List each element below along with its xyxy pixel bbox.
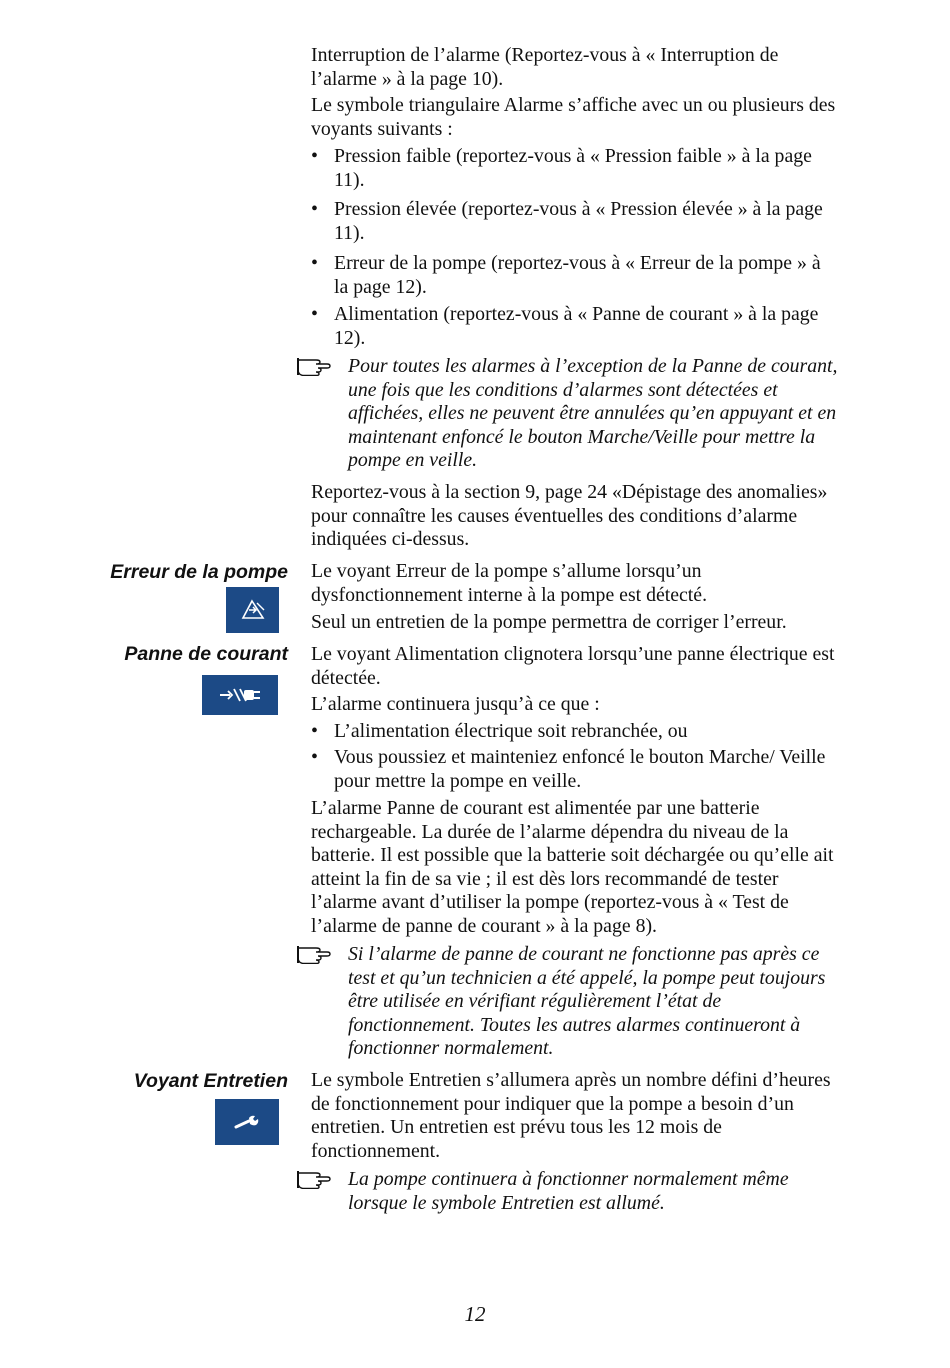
- power-failure-note: Si l’alarme de panne de courant ne fonctionne pas après ce test et qu’un technicien a été appelé, la pompe peut toujours être utilisée en vérifiant régulièrement l’état de fonctionnement. Toutes les autres alarmes continueront à fonctionner normalement.: [348, 943, 826, 1059]
- pump-error-paragraph-2: Seul un entretien de la pompe permettra de corriger l’erreur.: [311, 611, 787, 633]
- bullet-text: Pression faible (reportez-vous à « Pression faible » à la page 11).: [334, 145, 812, 191]
- intro-bullet-power: [311, 303, 831, 350]
- intro-paragraph-1: Interruption de l’alarme (Reportez-vous à « Interruption de l’alarme » à la page 10).: [311, 44, 779, 90]
- bullet-text: L’alimentation électrique soit rebranchée, ou: [334, 720, 688, 742]
- wrench-icon: [232, 1112, 262, 1132]
- bullet-marker: •: [311, 198, 318, 220]
- power-failure-heading: Panne de courant: [124, 643, 288, 665]
- intro-paragraph-3: Reportez-vous à la section 9, page 24 «Dépistage des anomalies» pour connaître les causes éventuelles des conditions d’alarme indiquées ci-dessus.: [311, 481, 828, 550]
- service-heading: Voyant Entretien: [133, 1070, 288, 1092]
- service-indicator: [215, 1099, 279, 1145]
- power-failure-paragraph-1: Le voyant Alimentation clignotera lorsqu’une panne électrique est détectée.: [311, 643, 835, 689]
- power-failure-paragraph-2: L’alarme continuera jusqu’à ce que :: [311, 693, 600, 715]
- bullet-marker: •: [311, 746, 318, 768]
- pump-error-heading: Erreur de la pompe: [110, 561, 288, 583]
- intro-note: Pour toutes les alarmes à l’exception de la Panne de courant, une fois que les conditions d’alarmes sont détectées et affichées, elles ne peuvent être annulées qu’en appuyant et en maintenant enfoncé le bouton Marche/Veille pour mettre la pompe en veille.: [348, 355, 838, 471]
- power-failure-bullet-standby: [311, 746, 831, 793]
- bullet-text: Vous poussiez et mainteniez enfoncé le bouton Marche/ Veille pour mettre la pompe en veille.: [334, 746, 826, 792]
- bullet-marker: •: [311, 145, 318, 167]
- intro-bullet-high-pressure: [311, 198, 831, 245]
- pump-error-paragraph-1: Le voyant Erreur de la pompe s’allume lorsqu’un dysfonctionnement interne à la pompe est détecté.: [311, 560, 708, 606]
- bullet-marker: •: [311, 252, 318, 274]
- page-number: 12: [464, 1302, 486, 1326]
- pointing-hand-icon: [296, 356, 332, 376]
- unplugged-icon: [218, 686, 262, 704]
- bullet-text: Alimentation (reportez-vous à « Panne de courant » à la page 12).: [334, 303, 819, 349]
- service-note: La pompe continuera à fonctionner normalement même lorsque le symbole Entretien est allumé.: [348, 1168, 789, 1214]
- bullet-text: Erreur de la pompe (reportez-vous à « Erreur de la pompe » à la page 12).: [334, 252, 821, 298]
- service-paragraph-1: Le symbole Entretien s’allumera après un nombre défini d’heures de fonctionnement pour indiquer que la pompe a besoin d’un entretien. Un entretien est prévu tous les 12 mois de fonctionnement.: [311, 1069, 831, 1162]
- power-failure-paragraph-3: L’alarme Panne de courant est alimentée par une batterie rechargeable. La durée de l’alarme dépendra du niveau de la batterie. Il est possible que la batterie soit déchargée ou qu’elle ait atteint la fin de sa vie ; il est dès lors recommandé de tester l’alarme avant d’utiliser la pompe (reportez-vous à « Test de l’alarme de panne de courant » à la page 8).: [311, 797, 834, 937]
- bullet-marker: •: [311, 303, 318, 325]
- pump-error-indicator: [226, 587, 279, 633]
- power-failure-bullet-reconnect: [311, 720, 831, 744]
- intro-bullet-pump-error: [311, 252, 831, 299]
- pointing-hand-icon: [296, 944, 332, 964]
- pump-error-icon: [240, 599, 266, 621]
- bullet-text: Pression élevée (reportez-vous à « Pression élevée » à la page 11).: [334, 198, 823, 244]
- bullet-marker: •: [311, 720, 318, 742]
- intro-bullet-low-pressure: [311, 145, 831, 192]
- intro-paragraph-2: Le symbole triangulaire Alarme s’affiche avec un ou plusieurs des voyants suivants :: [311, 94, 836, 140]
- power-failure-indicator: [202, 675, 278, 715]
- pointing-hand-icon: [296, 1169, 332, 1189]
